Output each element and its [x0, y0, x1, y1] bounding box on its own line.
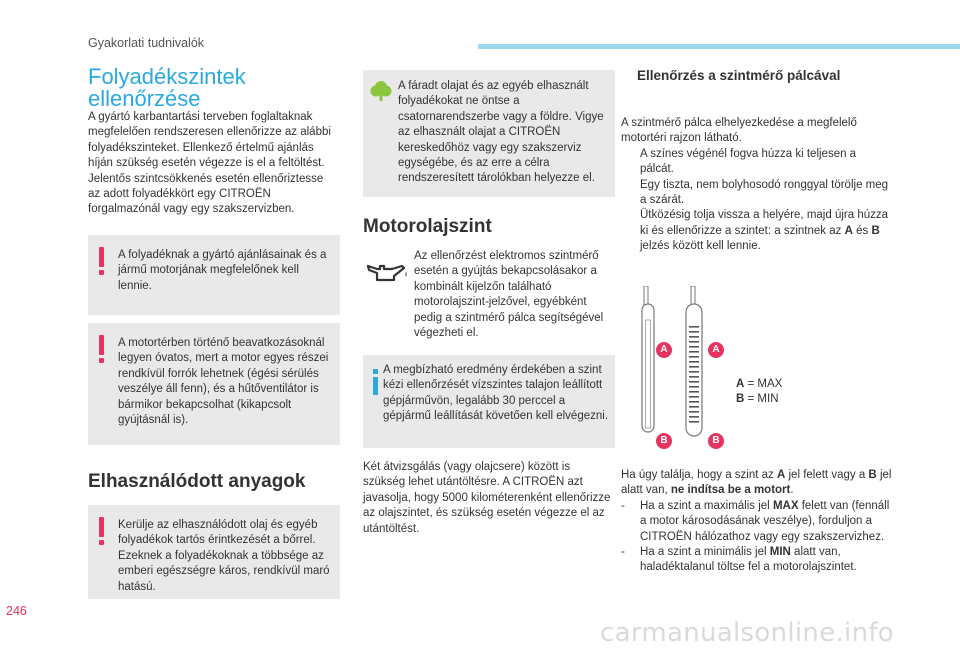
- info-note-box: [363, 355, 615, 448]
- warning-icon: [97, 335, 105, 363]
- page-title-line2: ellenőrzése: [88, 86, 201, 111]
- warning-text: A motortérben történő beavatkozásoknál legyen óvatos, mert a motor egyes részei rendkívül forrók lehetnek (égési sérülés veszélye áll fenn), és a hűtőventilátor is bármikor bekapcsolhat (kikapcsolt gyújtásnál is).: [118, 337, 329, 427]
- warning-text: A folyadéknak a gyártó ajánlásainak és a jármű motorjának megfelelőnek kell lennie.: [118, 249, 327, 292]
- min-level-item: - Ha a szint a minimális jel MIN alatt van, haladéktalanul töltse fel a motorolajszintet.: [621, 546, 857, 574]
- dipstick-instructions: [621, 116, 893, 255]
- page-title: [88, 66, 246, 110]
- intro-paragraph-2: Jelentős szintcsökkenés esetén ellenőriztesse az adott folyadékkört egy CITROËN forgalmazónál vagy egy szakszervizben.: [88, 172, 324, 216]
- info-note-text: A megbízható eredmény érdekében a szint kézi ellenőrzését vízszintes talajon leállított gépjárművön, legalább 30 perccel a gépjármű leállítását követően kell elvégezni.: [383, 364, 609, 423]
- step-item: A színes végénél fogva húzza ki teljesen a pálcát.: [640, 147, 857, 176]
- marker-b-left: B: [656, 433, 672, 449]
- section-title: Gyakorlati tudnivalók: [88, 36, 205, 50]
- heading-engine-oil: Motorolajszint: [363, 216, 492, 237]
- warning-box-fluid: [88, 235, 340, 315]
- environment-note-box: [363, 70, 615, 197]
- header-accent-bar: [478, 44, 960, 49]
- warning-icon: [97, 517, 105, 545]
- step-item: Ütközésig tolja vissza a helyére, majd újra húzza ki és ellenőrizze a szintet: a szintnek az A és B jelzés között kell lennie.: [640, 209, 889, 253]
- warning-text: Kerülje az elhasználódott olaj és egyéb folyadékok tartós érintkezését a bőrrel. Ezeknek a folyadékoknak a többsége az emberi egészségre káros, rendkívül maró hatású.: [118, 519, 330, 593]
- dipstick-illustration: [640, 286, 720, 460]
- warning-box-used: [88, 505, 340, 599]
- dipstick-intro: A szintmérő pálca elhelyezkedése a megfelelő motortéri rajzon látható.: [621, 117, 857, 145]
- level-result-paragraph: Ha úgy találja, hogy a szint az A jel felett vagy a B jel alatt van, ne indítsa be a motort.: [621, 469, 892, 497]
- oil-can-icon: [366, 262, 410, 284]
- refill-text: Két átvizsgálás (vagy olajcsere) között is szükség lehet utántöltésre. A CITROËN azt javasolja, hogy 5000 kilométerenként ellenőrizze az olajszintet, és szükség esetén végezze el az utántöltést.: [363, 461, 611, 535]
- marker-a-right: A: [708, 342, 724, 358]
- tree-icon: [370, 80, 392, 102]
- info-icon: [372, 369, 378, 395]
- max-level-item: - Ha a szint a maximális jel MAX felett van (fennáll a motor károsodásának veszélye), forduljon a CITROËN hálózathoz vagy egy szakszervizhez.: [621, 499, 890, 543]
- environment-note-text: A fáradt olajat és az egyéb elhasznált folyadékokat ne öntse a csatornarendszerbe vagy a földre. Vigye az elhasznált olajat a CITROËN kereskedőhöz vagy egy szakszerviz egységébe, és az erre a célra rendszeresített tárolókban helyezze el.: [398, 80, 604, 185]
- warning-icon: [97, 247, 105, 275]
- heading-used-materials: Elhasználódott anyagok: [88, 471, 306, 492]
- page-title-line1: Folyadékszintek: [88, 64, 246, 89]
- intro-text: [88, 110, 338, 218]
- dipstick-legend: [736, 377, 782, 406]
- legend-max: A = MAX: [736, 378, 783, 390]
- intro-paragraph: A gyártó karbantartási terveben foglaltaknak megfelelően rendszeresen ellenőrizze az alábbi folyadékszinteket. Ellenkező értelmű ajánlás híján szükség esetén végezze is el a feltöltést.: [88, 111, 331, 170]
- legend-min: B = MIN: [736, 392, 779, 405]
- page-number: 246: [6, 604, 27, 618]
- watermark: carmanualsonline.info: [600, 618, 895, 648]
- marker-a-left: A: [656, 342, 672, 358]
- warning-box-engine: [88, 323, 340, 445]
- step-item: Egy tiszta, nem bolyhosodó ronggyal törölje meg a szárát.: [640, 178, 889, 207]
- marker-b-right: B: [708, 433, 724, 449]
- oil-check-text: Az ellenőrzést elektromos szintmérő esetén a gyújtás bekapcsolásakor a kombinált kijelzőn található motorolajszint-jelzővel, egyébként pedig a szintmérő pálca segítségével végezheti el.: [414, 250, 604, 340]
- level-result-text: [621, 468, 893, 576]
- heading-dipstick: Ellenőrzés a szintmérő pálcával: [637, 68, 841, 83]
